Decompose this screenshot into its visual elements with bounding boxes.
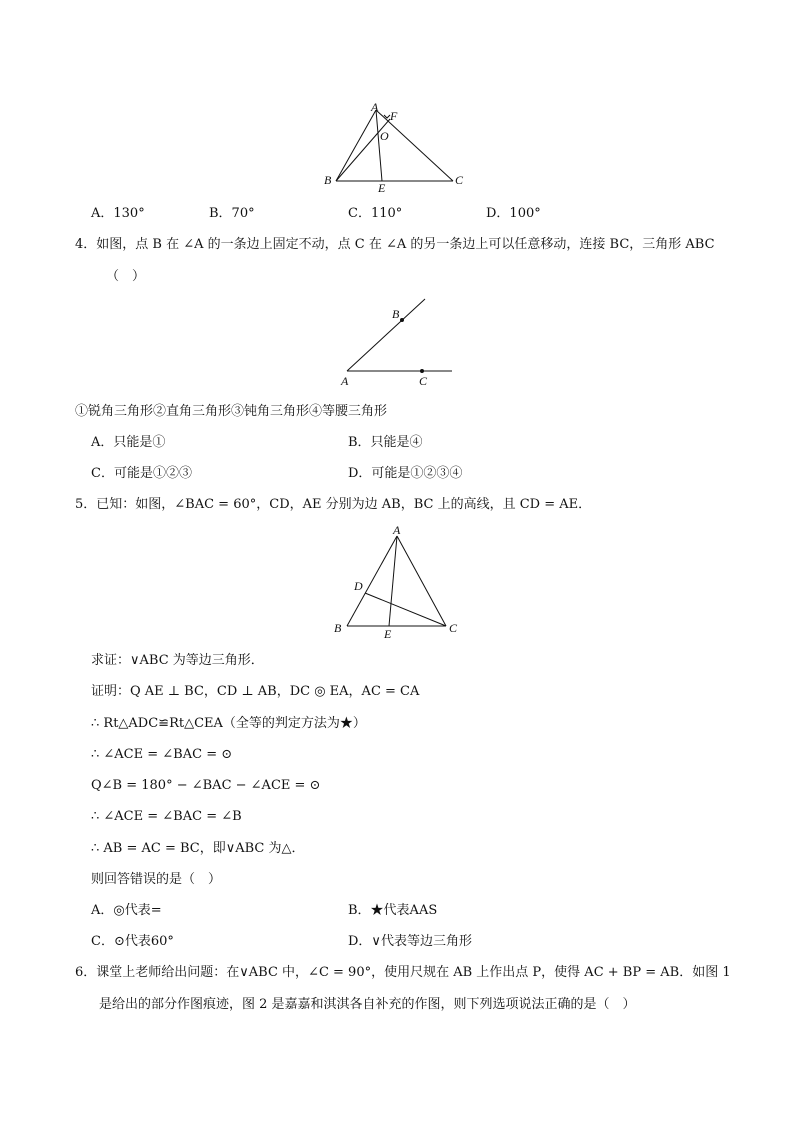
q3-label-e: E	[378, 181, 386, 195]
q5-label-c: C	[449, 621, 458, 635]
q5-option-c: C．⊙代表60°	[91, 934, 174, 949]
q3-segment-ae	[376, 110, 382, 181]
q3-label-a: A	[371, 100, 379, 114]
q5-label-b: B	[334, 621, 342, 635]
q5-to-prove: 求证：∨ABC 为等边三角形．	[91, 653, 264, 668]
q6-stem-line2: 是给出的部分作图痕迹，图 2 是嘉嘉和淇淇各自补充的作图，则下列选项说法正确的是（ ）	[99, 997, 636, 1012]
q5-label-a: A	[393, 523, 401, 537]
q4-stem: 4．如图，点 B 在 ∠A 的一条边上固定不动，点 C 在 ∠A 的另一条边上可以任意移动，连接 BC，三角形 ABC	[75, 237, 715, 252]
q4-point-b	[400, 318, 404, 322]
q4-answer-bracket: （ ）	[106, 269, 146, 284]
q3-label-o: O	[380, 129, 389, 143]
q3-segment-ac	[376, 110, 453, 181]
q5-question: 则回答错误的是（ ）	[91, 872, 222, 887]
q5-proof-line: Q∠B = 180° − ∠BAC − ∠ACE = ⊙	[91, 778, 321, 793]
q5-segment-ac	[397, 536, 446, 626]
q3-segment-ab	[336, 110, 376, 181]
q3-option-c: C．110°	[348, 206, 403, 221]
q3-label-c: C	[455, 173, 464, 187]
q5-option-d: D．∨代表等边三角形	[348, 934, 472, 949]
q5-proof-line: ∴ Rt△ADC≌Rt△CEA（全等的判定方法为★）	[91, 716, 366, 731]
q5-proof-line: ∴ ∠ACE = ∠BAC = ⊙	[91, 747, 233, 762]
q4-choices-line: ①锐角三角形②直角三角形③钝角三角形④等腰三角形	[75, 404, 388, 419]
q3-option-d: D．100°	[486, 206, 541, 221]
q4-ray-ab	[347, 299, 425, 371]
q5-segment-cd	[365, 593, 446, 626]
q5-option-b: B．★代表AAS	[348, 903, 438, 918]
q4-option-a: A．只能是①	[91, 435, 166, 450]
q4-angle-figure	[335, 295, 465, 390]
q4-option-b: B．只能是④	[348, 435, 423, 450]
q5-proof-line: ∴ AB = AC = BC，即∨ABC 为△．	[91, 841, 305, 856]
q3-option-b: B．70°	[209, 206, 255, 221]
q6-stem-line1: 6．课堂上老师给出问题：在∨ABC 中，∠C = 90°，使用尺规在 AB 上作出点 P，使得 AC + BP = AB．如图 1	[75, 965, 731, 980]
q4-label-c: C	[419, 374, 428, 388]
q4-label-b: B	[392, 307, 400, 321]
q5-label-e: E	[384, 627, 392, 641]
q5-stem: 5．已知：如图，∠BAC = 60°，CD，AE 分别为边 AB，BC 上的高线，且 CD = AE．	[75, 497, 592, 512]
q5-label-d: D	[354, 579, 363, 593]
q3-triangle-figure	[310, 96, 480, 196]
q5-segment-ae	[389, 536, 397, 626]
q4-label-a: A	[341, 374, 349, 388]
q3-label-b: B	[324, 173, 332, 187]
q5-proof-line: 证明：Q AE ⊥ BC，CD ⊥ AB，DC ◎ EA，AC = CA	[91, 684, 420, 699]
q4-option-c: C．可能是①②③	[91, 466, 192, 481]
q4-point-c	[420, 369, 424, 373]
q4-option-d: D．可能是①②③④	[348, 466, 463, 481]
q3-option-a: A．130°	[91, 206, 145, 221]
q5-proof-line: ∴ ∠ACE = ∠BAC = ∠B	[91, 809, 242, 824]
q5-triangle-figure	[328, 520, 468, 642]
q3-label-f: F	[390, 109, 398, 123]
q5-option-a: A．◎代表=	[91, 903, 162, 918]
